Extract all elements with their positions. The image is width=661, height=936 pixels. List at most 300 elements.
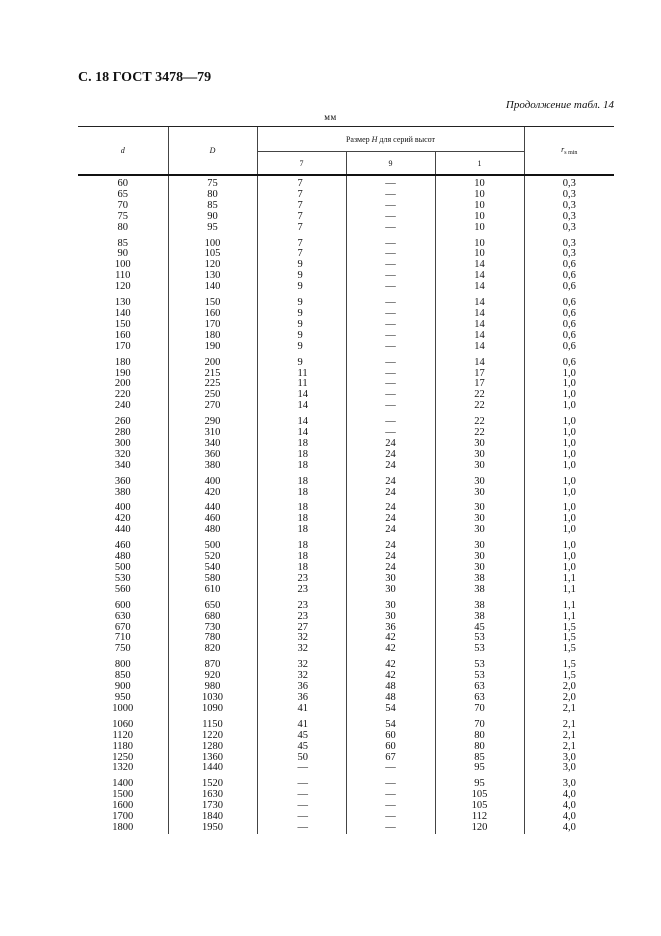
cell-D: 980 <box>168 682 257 693</box>
cell-H-series-7: 27 <box>257 623 346 634</box>
cell-r-min: 1,0 <box>524 369 614 380</box>
table-row <box>78 612 614 623</box>
cell-H-series-9: — <box>346 428 435 439</box>
table-row <box>78 742 614 753</box>
cell-H-series-1: 30 <box>435 514 524 525</box>
cell-r-min: 3,0 <box>524 763 614 774</box>
cell-D: 100 <box>168 234 257 250</box>
cell-H-series-7: — <box>257 790 346 801</box>
cell-H-series-1: 14 <box>435 342 524 353</box>
cell-H-series-7: 41 <box>257 704 346 715</box>
cell-r-min: 2,1 <box>524 742 614 753</box>
header-H-group: Размер H для серий высот <box>257 127 524 152</box>
cell-D: 85 <box>168 201 257 212</box>
cell-D: 80 <box>168 190 257 201</box>
cell-D: 170 <box>168 320 257 331</box>
table-row <box>78 369 614 380</box>
cell-d: 340 <box>114 459 131 471</box>
cell-r-min: 1,0 <box>524 412 614 428</box>
cell-H-series-9: — <box>346 390 435 401</box>
cell-r-min: 1,0 <box>524 472 614 488</box>
cell-r-min: 1,0 <box>524 525 614 536</box>
table-row <box>78 633 614 644</box>
table-row <box>78 212 614 223</box>
cell-d: 1000 <box>112 702 134 714</box>
cell-H-series-9: 42 <box>346 671 435 682</box>
cell-D: 1220 <box>168 731 257 742</box>
cell-d: 1600 <box>112 800 134 812</box>
table-row <box>78 282 614 293</box>
table-row <box>78 271 614 282</box>
cell-H-series-1: 63 <box>435 682 524 693</box>
cell-r-min: 1,1 <box>524 612 614 623</box>
table-row <box>78 574 614 585</box>
cell-H-series-9: 24 <box>346 461 435 472</box>
cell-D: 780 <box>168 633 257 644</box>
cell-r-min: 1,0 <box>524 552 614 563</box>
cell-d: 80 <box>117 221 128 233</box>
cell-r-min: 1,5 <box>524 644 614 655</box>
cell-H-series-1: 38 <box>435 574 524 585</box>
cell-H-series-7: 23 <box>257 596 346 612</box>
cell-D: 420 <box>168 488 257 499</box>
table-row <box>78 704 614 715</box>
cell-H-series-1: 38 <box>435 585 524 596</box>
cell-r-min: 1,0 <box>524 379 614 390</box>
cell-H-series-9: 42 <box>346 633 435 644</box>
cell-r-min: 1,0 <box>524 461 614 472</box>
cell-H-series-1: 95 <box>435 774 524 790</box>
cell-H-series-9: — <box>346 774 435 790</box>
cell-r-min: 0,6 <box>524 320 614 331</box>
cell-r-min: 1,5 <box>524 655 614 671</box>
cell-H-series-9: — <box>346 790 435 801</box>
table-row <box>78 812 614 823</box>
cell-d: 440 <box>114 524 131 536</box>
table-continuation-label: Продолжение табл. 14 <box>505 99 614 111</box>
cell-D: 290 <box>168 412 257 428</box>
cell-d: 150 <box>114 318 131 330</box>
cell-H-series-7: 23 <box>257 574 346 585</box>
cell-H-series-9: 48 <box>346 693 435 704</box>
cell-r-min: 3,0 <box>524 774 614 790</box>
cell-d: 160 <box>114 329 131 341</box>
cell-D: 250 <box>168 390 257 401</box>
table-row <box>78 536 614 552</box>
cell-d: 70 <box>117 199 128 211</box>
table-row <box>78 488 614 499</box>
cell-H-series-1: 38 <box>435 612 524 623</box>
cell-D: 120 <box>168 260 257 271</box>
cell-H-series-9: — <box>346 812 435 823</box>
table-row <box>78 644 614 655</box>
cell-D: 1280 <box>168 742 257 753</box>
cell-d: 65 <box>117 188 128 200</box>
cell-d: 190 <box>114 367 131 379</box>
cell-H-series-7: 9 <box>257 353 346 369</box>
cell-d: 170 <box>114 340 131 352</box>
cell-H-series-9: — <box>346 309 435 320</box>
header-series-7: 7 <box>257 152 346 176</box>
page-header: С. 18 ГОСТ 3478—79 <box>78 70 212 85</box>
cell-D: 1150 <box>168 715 257 731</box>
cell-H-series-7: 9 <box>257 309 346 320</box>
cell-H-series-9: — <box>346 282 435 293</box>
table-row <box>78 201 614 212</box>
cell-r-min: 0,6 <box>524 353 614 369</box>
cell-H-series-9: — <box>346 369 435 380</box>
cell-H-series-1: 10 <box>435 212 524 223</box>
cell-D: 1030 <box>168 693 257 704</box>
cell-H-series-7: — <box>257 801 346 812</box>
cell-H-series-9: 24 <box>346 439 435 450</box>
cell-d: 560 <box>114 583 131 595</box>
table-row <box>78 175 614 190</box>
cell-H-series-9: 54 <box>346 704 435 715</box>
cell-d: 1120 <box>112 729 134 741</box>
cell-H-series-1: 14 <box>435 271 524 282</box>
cell-H-series-7: 18 <box>257 536 346 552</box>
cell-r-min: 1,0 <box>524 488 614 499</box>
cell-H-series-1: 30 <box>435 439 524 450</box>
cell-d: 500 <box>114 562 131 573</box>
cell-H-series-1: 10 <box>435 190 524 201</box>
cell-H-series-9: — <box>346 331 435 342</box>
cell-H-series-9: 24 <box>346 552 435 563</box>
cell-H-series-1: 17 <box>435 379 524 390</box>
cell-H-series-1: 17 <box>435 369 524 380</box>
cell-r-min: 1,0 <box>524 563 614 574</box>
table-row <box>78 390 614 401</box>
cell-d: 360 <box>114 475 131 487</box>
cell-H-series-1: 14 <box>435 320 524 331</box>
table-row <box>78 682 614 693</box>
cell-D: 360 <box>168 450 257 461</box>
cell-H-series-7: 18 <box>257 563 346 574</box>
cell-H-series-7: 9 <box>257 331 346 342</box>
cell-H-series-9: — <box>346 412 435 428</box>
cell-H-series-9: — <box>346 223 435 234</box>
cell-d: 240 <box>114 400 131 412</box>
cell-D: 200 <box>168 353 257 369</box>
table-row <box>78 331 614 342</box>
cell-D: 650 <box>168 596 257 612</box>
cell-H-series-1: 14 <box>435 353 524 369</box>
cell-H-series-1: 53 <box>435 644 524 655</box>
table-row <box>78 823 614 834</box>
cell-D: 920 <box>168 671 257 682</box>
cell-H-series-1: 22 <box>435 401 524 412</box>
cell-r-min: 0,6 <box>524 309 614 320</box>
table-row <box>78 223 614 234</box>
header-d: d <box>78 127 168 176</box>
cell-H-series-9: — <box>346 293 435 309</box>
cell-H-series-9: — <box>346 249 435 260</box>
cell-d: 630 <box>114 610 131 622</box>
cell-H-series-7: 11 <box>257 369 346 380</box>
table-row <box>78 309 614 320</box>
table-row <box>78 801 614 812</box>
cell-D: 340 <box>168 439 257 450</box>
table-row <box>78 753 614 764</box>
cell-H-series-7: — <box>257 812 346 823</box>
cell-r-min: 1,0 <box>524 514 614 525</box>
cell-H-series-1: 95 <box>435 763 524 774</box>
cell-D: 540 <box>168 563 257 574</box>
cell-H-series-9: 30 <box>346 585 435 596</box>
cell-D: 215 <box>168 369 257 380</box>
cell-d: 950 <box>114 691 131 703</box>
cell-r-min: 1,0 <box>524 439 614 450</box>
cell-d: 600 <box>114 599 131 611</box>
cell-D: 130 <box>168 271 257 282</box>
cell-H-series-9: — <box>346 260 435 271</box>
cell-H-series-1: 10 <box>435 223 524 234</box>
cell-d: 100 <box>114 259 131 271</box>
cell-H-series-1: 22 <box>435 412 524 428</box>
table-row <box>78 461 614 472</box>
cell-r-min: 4,0 <box>524 823 614 834</box>
cell-H-series-7: 9 <box>257 320 346 331</box>
cell-H-series-9: 24 <box>346 488 435 499</box>
table-row <box>78 293 614 309</box>
cell-d: 1500 <box>112 789 134 801</box>
header-series-9: 9 <box>346 152 435 176</box>
cell-d: 1800 <box>112 821 134 833</box>
cell-d: 120 <box>114 281 131 293</box>
cell-r-min: 1,5 <box>524 623 614 634</box>
cell-D: 225 <box>168 379 257 390</box>
cell-H-series-7: 23 <box>257 612 346 623</box>
table-row <box>78 234 614 250</box>
cell-H-series-1: 70 <box>435 715 524 731</box>
cell-d: 300 <box>114 437 131 449</box>
cell-D: 520 <box>168 552 257 563</box>
cell-H-series-1: 80 <box>435 742 524 753</box>
cell-H-series-7: 9 <box>257 342 346 353</box>
cell-D: 1630 <box>168 790 257 801</box>
cell-H-series-7: 36 <box>257 682 346 693</box>
cell-d: 1180 <box>112 740 134 752</box>
cell-H-series-7: 18 <box>257 472 346 488</box>
cell-D: 730 <box>168 623 257 634</box>
cell-H-series-1: 53 <box>435 671 524 682</box>
cell-H-series-7: 18 <box>257 498 346 514</box>
cell-d: 260 <box>114 416 131 428</box>
cell-D: 1950 <box>168 823 257 834</box>
table-row <box>78 190 614 201</box>
cell-H-series-7: 32 <box>257 655 346 671</box>
cell-H-series-9: — <box>346 175 435 190</box>
cell-H-series-9: 30 <box>346 574 435 585</box>
cell-d: 900 <box>114 681 131 693</box>
cell-H-series-7: 9 <box>257 260 346 271</box>
cell-D: 580 <box>168 574 257 585</box>
cell-H-series-9: 30 <box>346 596 435 612</box>
cell-d: 1060 <box>112 718 134 730</box>
cell-d: 710 <box>114 632 131 644</box>
cell-H-series-1: 14 <box>435 260 524 271</box>
cell-r-min: 1,1 <box>524 596 614 612</box>
cell-r-min: 1,0 <box>524 390 614 401</box>
cell-H-series-7: — <box>257 763 346 774</box>
table-row <box>78 774 614 790</box>
cell-H-series-9: 24 <box>346 525 435 536</box>
cell-H-series-1: 30 <box>435 472 524 488</box>
cell-d: 1400 <box>112 778 134 790</box>
cell-D: 610 <box>168 585 257 596</box>
cell-D: 870 <box>168 655 257 671</box>
cell-H-series-7: 18 <box>257 525 346 536</box>
cell-r-min: 2,0 <box>524 682 614 693</box>
cell-d: 280 <box>114 427 131 439</box>
cell-H-series-1: 10 <box>435 201 524 212</box>
cell-H-series-1: 63 <box>435 693 524 704</box>
cell-r-min: 2,1 <box>524 715 614 731</box>
cell-H-series-7: 9 <box>257 271 346 282</box>
cell-r-min: 0,3 <box>524 249 614 260</box>
cell-D: 180 <box>168 331 257 342</box>
table-row <box>78 763 614 774</box>
cell-D: 1730 <box>168 801 257 812</box>
cell-d: 1250 <box>112 751 134 763</box>
cell-d: 480 <box>114 551 131 563</box>
cell-H-series-7: 7 <box>257 190 346 201</box>
table-row <box>78 379 614 390</box>
cell-H-series-1: 10 <box>435 234 524 250</box>
cell-d: 180 <box>114 356 131 368</box>
cell-H-series-7: 7 <box>257 234 346 250</box>
cell-H-series-1: 38 <box>435 596 524 612</box>
cell-H-series-7: 14 <box>257 412 346 428</box>
cell-r-min: 1,5 <box>524 633 614 644</box>
cell-H-series-7: 18 <box>257 514 346 525</box>
cell-d: 130 <box>114 297 131 309</box>
cell-D: 1520 <box>168 774 257 790</box>
cell-D: 310 <box>168 428 257 439</box>
cell-r-min: 0,3 <box>524 201 614 212</box>
table-row <box>78 260 614 271</box>
cell-H-series-9: 54 <box>346 715 435 731</box>
cell-D: 820 <box>168 644 257 655</box>
table-row <box>78 498 614 514</box>
cell-r-min: 2,0 <box>524 693 614 704</box>
cell-r-min: 2,1 <box>524 731 614 742</box>
cell-r-min: 1,1 <box>524 585 614 596</box>
cell-d: 1700 <box>112 811 134 823</box>
cell-H-series-9: — <box>346 801 435 812</box>
cell-r-min: 1,5 <box>524 671 614 682</box>
cell-d: 1320 <box>112 762 134 774</box>
cell-d: 75 <box>117 210 128 222</box>
cell-d: 670 <box>114 621 131 633</box>
cell-D: 460 <box>168 514 257 525</box>
cell-d: 90 <box>117 248 128 260</box>
cell-H-series-9: 48 <box>346 682 435 693</box>
cell-H-series-1: 30 <box>435 488 524 499</box>
cell-D: 150 <box>168 293 257 309</box>
cell-r-min: 0,3 <box>524 223 614 234</box>
cell-H-series-7: 9 <box>257 282 346 293</box>
table-row <box>78 353 614 369</box>
cell-r-min: 1,1 <box>524 574 614 585</box>
cell-H-series-1: 30 <box>435 461 524 472</box>
cell-H-series-9: 30 <box>346 612 435 623</box>
cell-H-series-7: 14 <box>257 390 346 401</box>
cell-r-min: 0,3 <box>524 175 614 190</box>
cell-H-series-9: — <box>346 201 435 212</box>
cell-r-min: 1,0 <box>524 401 614 412</box>
cell-H-series-9: — <box>346 320 435 331</box>
cell-H-series-1: 30 <box>435 525 524 536</box>
cell-H-series-9: — <box>346 763 435 774</box>
table-row <box>78 320 614 331</box>
table-row <box>78 514 614 525</box>
cell-H-series-9: 60 <box>346 742 435 753</box>
cell-H-series-7: 23 <box>257 585 346 596</box>
table-row <box>78 401 614 412</box>
cell-H-series-9: 24 <box>346 514 435 525</box>
cell-H-series-7: 7 <box>257 249 346 260</box>
cell-H-series-9: — <box>346 271 435 282</box>
cell-r-min: 0,3 <box>524 190 614 201</box>
cell-H-series-7: 18 <box>257 439 346 450</box>
cell-d: 200 <box>114 378 131 390</box>
cell-H-series-7: 50 <box>257 753 346 764</box>
cell-H-series-9: — <box>346 823 435 834</box>
cell-H-series-9: — <box>346 401 435 412</box>
cell-r-min: 0,3 <box>524 234 614 250</box>
cell-H-series-1: 85 <box>435 753 524 764</box>
cell-r-min: 1,0 <box>524 450 614 461</box>
cell-d: 110 <box>115 270 131 282</box>
cell-H-series-9: — <box>346 234 435 250</box>
cell-H-series-9: 67 <box>346 753 435 764</box>
cell-D: 1090 <box>168 704 257 715</box>
cell-H-series-7: 18 <box>257 461 346 472</box>
cell-H-series-7: 45 <box>257 742 346 753</box>
cell-D: 400 <box>168 472 257 488</box>
cell-H-series-1: 105 <box>435 790 524 801</box>
cell-D: 160 <box>168 309 257 320</box>
table-row <box>78 412 614 428</box>
cell-D: 480 <box>168 525 257 536</box>
cell-H-series-9: — <box>346 190 435 201</box>
cell-H-series-7: 32 <box>257 671 346 682</box>
cell-D: 105 <box>168 249 257 260</box>
cell-H-series-1: 22 <box>435 428 524 439</box>
cell-H-series-1: 30 <box>435 552 524 563</box>
cell-D: 270 <box>168 401 257 412</box>
cell-d: 800 <box>114 659 131 671</box>
cell-H-series-1: 105 <box>435 801 524 812</box>
cell-H-series-7: 18 <box>257 450 346 461</box>
cell-H-series-7: 18 <box>257 488 346 499</box>
cell-D: 90 <box>168 212 257 223</box>
cell-H-series-9: 24 <box>346 536 435 552</box>
cell-D: 680 <box>168 612 257 623</box>
table-row <box>78 342 614 353</box>
cell-r-min: 0,3 <box>524 212 614 223</box>
cell-H-series-9: 24 <box>346 450 435 461</box>
cell-H-series-1: 30 <box>435 536 524 552</box>
cell-D: 75 <box>168 175 257 190</box>
table-row <box>78 596 614 612</box>
cell-H-series-7: — <box>257 823 346 834</box>
cell-H-series-9: — <box>346 212 435 223</box>
cell-d: 140 <box>114 307 131 319</box>
cell-H-series-7: 9 <box>257 293 346 309</box>
